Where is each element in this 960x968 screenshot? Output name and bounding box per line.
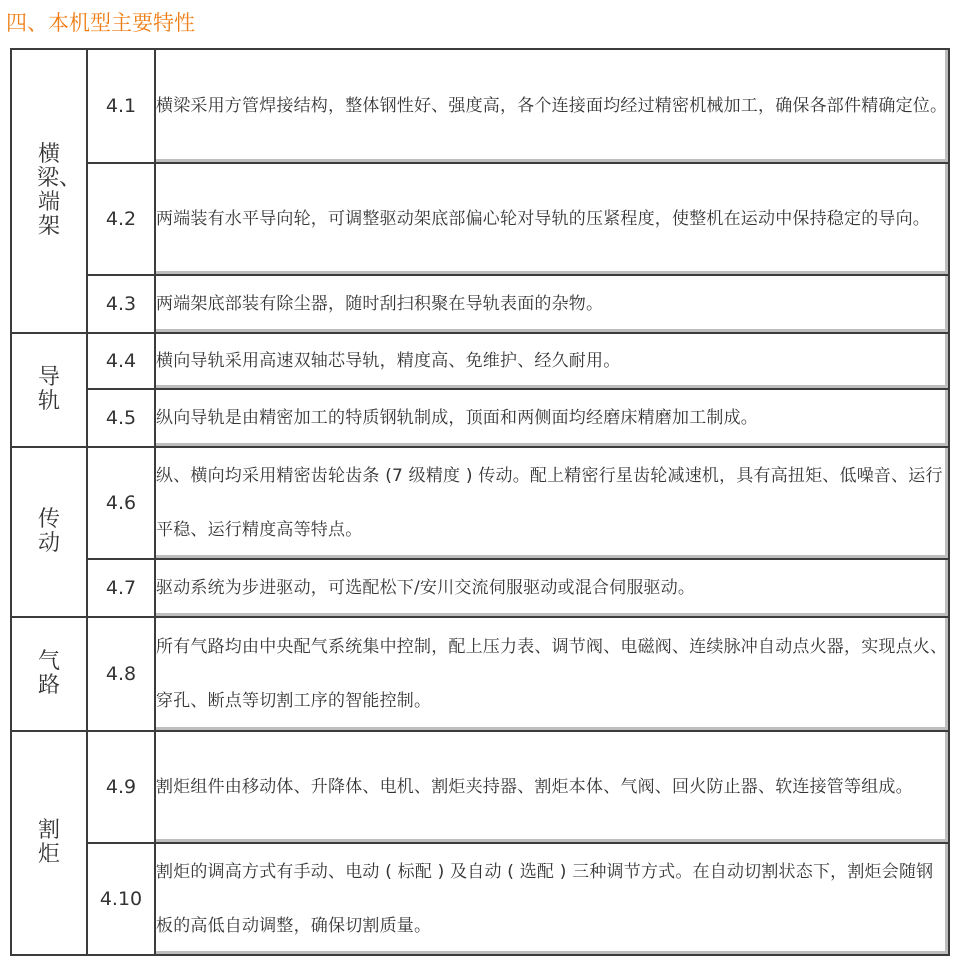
table-row: [11, 617, 949, 731]
table-row: [11, 389, 949, 447]
item-number: 4.3: [87, 275, 155, 333]
item-description: 所有气路均由中央配气系统集中控制，配上压力表、调节阀、电磁阀、连续脉冲自动点火器，实现点火、穿孔、断点等切割工序的智能控制。: [155, 617, 949, 731]
table-row: [11, 731, 949, 843]
item-number: 4.4: [87, 333, 155, 389]
table-row: [11, 447, 949, 559]
item-description: 纵向导轨是由精密加工的特质钢轨制成，顶面和两侧面均经磨床精磨加工制成。: [155, 389, 949, 447]
item-number: 4.7: [87, 559, 155, 617]
category-label: 气路: [37, 649, 60, 698]
item-number: 4.9: [87, 731, 155, 843]
table-row: [11, 49, 949, 163]
item-number: 4.6: [87, 447, 155, 559]
category-label: 割炬: [37, 818, 60, 867]
item-description: 两端装有水平导向轮，可调整驱动架底部偏心轮对导轨的压紧程度，使整机在运动中保持稳定的导向。: [155, 163, 949, 275]
item-number: 4.2: [87, 163, 155, 275]
item-description: 驱动系统为步进驱动，可选配松下/安川交流伺服驱动或混合伺服驱动。: [155, 559, 949, 617]
category-cell: [11, 333, 87, 447]
item-number: 4.1: [87, 49, 155, 163]
table-row: [11, 843, 949, 955]
table-row: [11, 559, 949, 617]
item-description: 横向导轨采用高速双轴芯导轨，精度高、免维护、经久耐用。: [155, 333, 949, 389]
features-table: [10, 48, 950, 956]
category-label: 横梁、端架: [37, 142, 82, 239]
item-description: 纵、横向均采用精密齿轮齿条 (7 级精度 ) 传动。配上精密行星齿轮减速机，具有高扭矩、低噪音、运行平稳、运行精度高等特点。: [155, 447, 949, 559]
section-title: 四、本机型主要特性: [6, 11, 195, 35]
table-row: [11, 333, 949, 389]
category-cell: [11, 447, 87, 617]
item-description: 两端架底部装有除尘器，随时刮扫积聚在导轨表面的杂物。: [155, 275, 949, 333]
item-description: 割炬的调高方式有手动、电动 ( 标配 ) 及自动 ( 选配 ) 三种调节方式。在自动切割状态下，割炬会随钢板的高低自动调整，确保切割质量。: [155, 843, 949, 955]
item-number: 4.5: [87, 389, 155, 447]
item-number: 4.10: [87, 843, 155, 955]
category-cell: [11, 731, 87, 955]
item-number: 4.8: [87, 617, 155, 731]
table-row: [11, 275, 949, 333]
category-cell: [11, 49, 87, 333]
table-row: [11, 163, 949, 275]
item-description: 割炬组件由移动体、升降体、电机、割炬夹持器、割炬本体、气阀、回火防止器、软连接管等组成。: [155, 731, 949, 843]
item-description: 横梁采用方管焊接结构，整体钢性好、强度高，各个连接面均经过精密机械加工，确保各部件精确定位。: [155, 49, 949, 163]
category-label: 传动: [37, 507, 60, 556]
category-cell: [11, 617, 87, 731]
category-label: 导轨: [37, 365, 60, 414]
